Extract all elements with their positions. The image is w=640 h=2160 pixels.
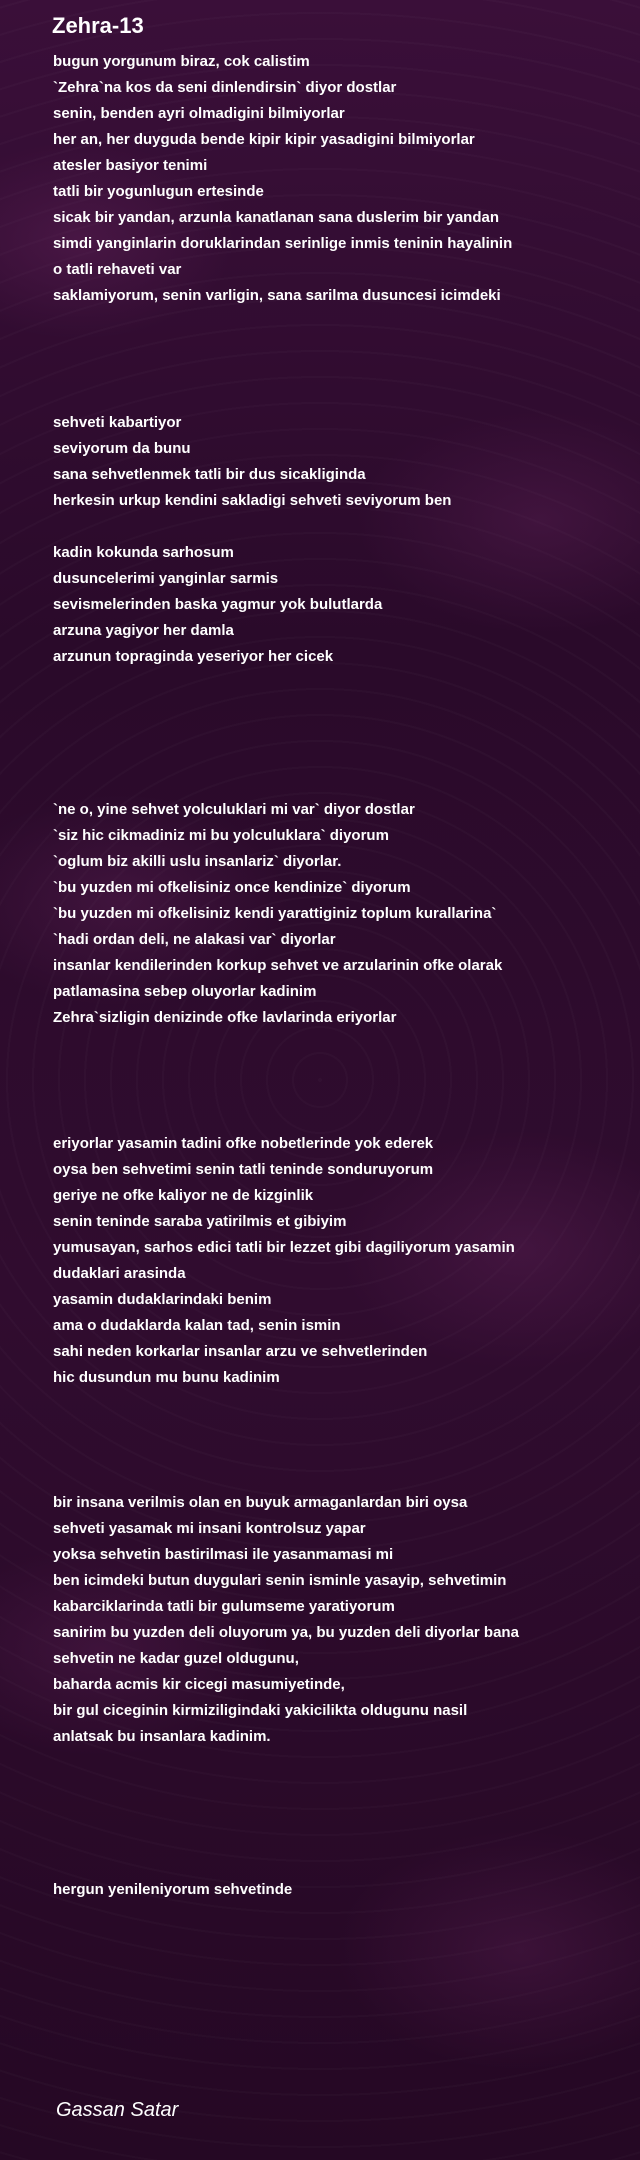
poem-line: bir insana verilmis olan en buyuk armaganlardan biri oysa: [53, 1494, 468, 1511]
poem-title: Zehra-13: [52, 13, 144, 38]
stanza-1: [53, 49, 625, 309]
poem-line: dusuncelerimi yanginlar sarmis: [53, 570, 279, 587]
poem-line: seviyorum da bunu: [53, 440, 191, 457]
poem-line: `hadi ordan deli, ne alakasi var` diyorlar: [53, 931, 336, 948]
poem-line: anlatsak bu insanlara kadinim.: [53, 1728, 271, 1745]
poem-line: bir gul ciceginin kirmiziligindaki yakicilikta oldugunu nasil: [53, 1702, 468, 1719]
poem-line: kabarciklarinda tatli bir gulumseme yaratiyorum: [53, 1598, 395, 1615]
poem-line: bugun yorgunum biraz, cok calistim: [53, 53, 310, 70]
poem-line: arzuna yagiyor her damla: [53, 622, 234, 639]
poem-line: sehveti kabartiyor: [53, 414, 182, 431]
poem-line: hic dusundun mu bunu kadinim: [53, 1369, 280, 1386]
stanza-6: [53, 1877, 625, 1903]
poem-line: `siz hic cikmadiniz mi bu yolculuklara` diyorum: [53, 827, 389, 844]
poem-line: kadin kokunda sarhosum: [53, 544, 234, 561]
poem-line: sanirim bu yuzden deli oluyorum ya, bu yuzden deli diyorlar bana: [53, 1624, 519, 1641]
poem-line: `bu yuzden mi ofkelisiniz once kendinize` diyorum: [53, 879, 411, 896]
poem-line: hergun yenileniyorum sehvetinde: [53, 1881, 293, 1898]
poem-line: eriyorlar yasamin tadini ofke nobetlerinde yok ederek: [53, 1135, 434, 1152]
poem-line: saklamiyorum, senin varligin, sana sarilma dusuncesi icimdeki: [53, 287, 501, 304]
poem-line: o tatli rehaveti var: [53, 261, 182, 278]
poem-line: her an, her duyguda bende kipir kipir yasadigini bilmiyorlar: [53, 131, 475, 148]
poem-line: sicak bir yandan, arzunla kanatlanan sana duslerim bir yandan: [53, 209, 499, 226]
poem-line: yumusayan, sarhos edici tatli bir lezzet gibi dagiliyorum yasamin: [53, 1239, 515, 1256]
poem-line: senin, benden ayri olmadigini bilmiyorlar: [53, 105, 345, 122]
poem-line: patlamasina sebep oluyorlar kadinim: [53, 983, 317, 1000]
stanza-3: [53, 797, 625, 1031]
poem-line: `ne o, yine sehvet yolculuklari mi var` diyor dostlar: [53, 801, 415, 818]
poem-line: insanlar kendilerinden korkup sehvet ve arzularinin ofke olarak: [53, 957, 503, 974]
poem-line: herkesin urkup kendini sakladigi sehveti seviyorum ben: [53, 492, 452, 509]
poem-line: yasamin dudaklarindaki benim: [53, 1291, 272, 1308]
poem-line: atesler basiyor tenimi: [53, 157, 208, 174]
poem-line: sehvetin ne kadar guzel oldugunu,: [53, 1650, 299, 1667]
poem-line: baharda acmis kir cicegi masumiyetinde,: [53, 1676, 345, 1693]
poem-line: tatli bir yogunlugun ertesinde: [53, 183, 264, 200]
poem-line: geriye ne ofke kaliyor ne de kizginlik: [53, 1187, 314, 1204]
poem-line: [53, 514, 625, 540]
poem-line: dudaklari arasinda: [53, 1265, 186, 1282]
poem-line: sehveti yasamak mi insani kontrolsuz yapar: [53, 1520, 366, 1537]
author-name: Gassan Satar: [56, 2099, 179, 2121]
poem-line: ben icimdeki butun duygulari senin isminle yasayip, sehvetimin: [53, 1572, 507, 1589]
poem-line: sevismelerinden baska yagmur yok bulutlarda: [53, 596, 383, 613]
poem-line: ama o dudaklarda kalan tad, senin ismin: [53, 1317, 341, 1334]
poem-line: `Zehra`na kos da seni dinlendirsin` diyor dostlar: [53, 79, 397, 96]
stanza-4: [53, 1131, 625, 1391]
poem-line: yoksa sehvetin bastirilmasi ile yasanmamasi mi: [53, 1546, 394, 1563]
poem-line: sahi neden korkarlar insanlar arzu ve sehvetlerinden: [53, 1343, 428, 1360]
stanza-5: [53, 1490, 625, 1750]
poem-line: sana sehvetlenmek tatli bir dus sicakliginda: [53, 466, 366, 483]
poem-line: Zehra`sizligin denizinde ofke lavlarinda eriyorlar: [53, 1009, 397, 1026]
poem-line: simdi yanginlarin doruklarindan serinlige inmis teninin hayalinin: [53, 235, 513, 252]
poem-line: arzunun topraginda yeseriyor her cicek: [53, 648, 334, 665]
stanza-2: [53, 410, 625, 670]
poem-line: oysa ben sehvetimi senin tatli teninde sonduruyorum: [53, 1161, 434, 1178]
poem-line: `oglum biz akilli uslu insanlariz` diyorlar.: [53, 853, 342, 870]
poem-line: senin teninde saraba yatirilmis et gibiyim: [53, 1213, 347, 1230]
poem-line: `bu yuzden mi ofkelisiniz kendi yarattiginiz toplum kurallarina`: [53, 905, 497, 922]
